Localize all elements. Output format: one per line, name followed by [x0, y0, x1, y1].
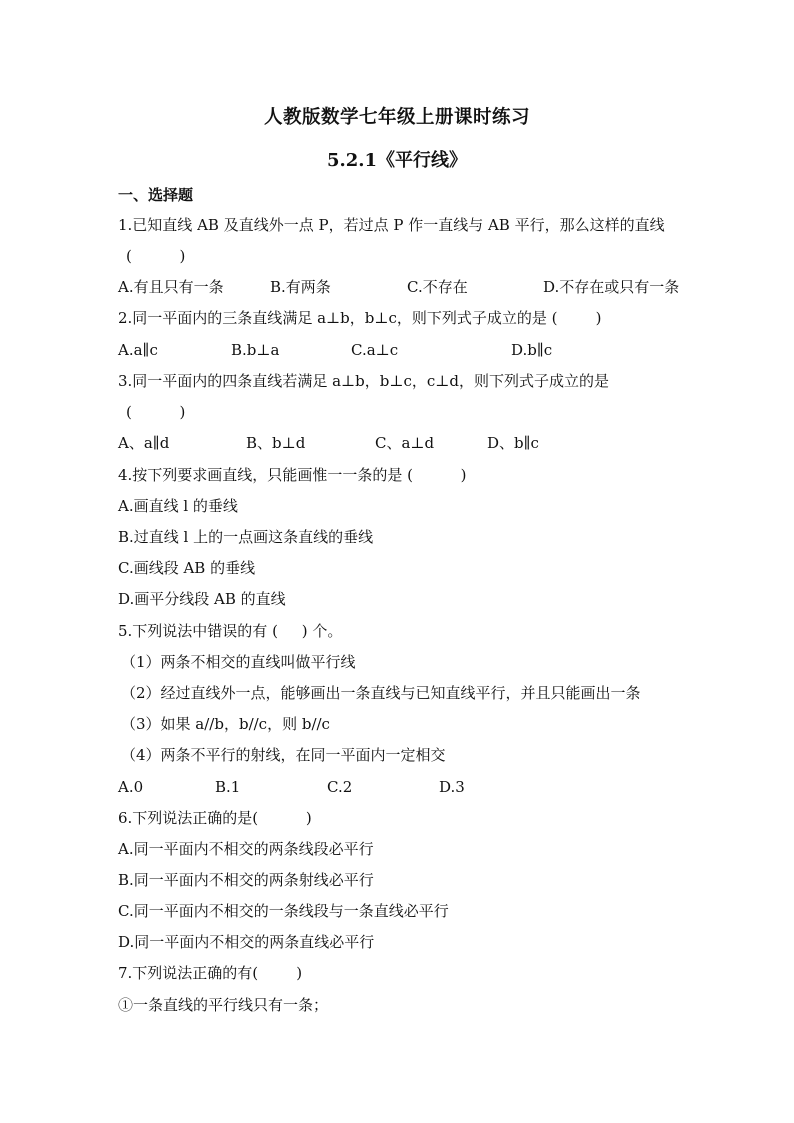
option-a: A.a∥c [118, 341, 158, 359]
option-a: A.0 [118, 778, 144, 796]
option-b: B.b⊥a [231, 341, 280, 359]
question-6-option-c: C.同一平面内不相交的一条线段与一条直线必平行 [118, 902, 449, 920]
question-7-stem: 7.下列说法正确的有( ) [118, 964, 303, 982]
question-6-option-d: D.同一平面内不相交的两条直线必平行 [118, 933, 375, 951]
question-4-option-d: D.画平分线段 AB 的直线 [118, 590, 286, 608]
question-1-blank: ( ) [126, 247, 186, 265]
option-c: C.不存在 [407, 278, 468, 296]
question-5-statement-1: （1）两条不相交的直线叫做平行线 [121, 653, 356, 671]
option-c: C.a⊥c [351, 341, 399, 359]
question-4-option-c: C.画线段 AB 的垂线 [118, 559, 256, 577]
question-5-statement-2: （2）经过直线外一点，能够画出一条直线与已知直线平行，并且只能画出一条 [121, 684, 641, 702]
document-title: 人教版数学七年级上册课时练习 [263, 107, 530, 128]
option-b: B.1 [215, 778, 241, 796]
question-1-stem: 1.已知直线 AB 及直线外一点 P，若过点 P 作一直线与 AB 平行，那么这样的直线 [118, 216, 665, 234]
document-subtitle: 5.2.1《平行线》 [326, 150, 468, 171]
question-5-stem: 5.下列说法中错误的有 ( ) 个。 [118, 622, 343, 640]
option-b: B.有两条 [270, 278, 331, 296]
option-a: A、a∥d [118, 434, 170, 452]
question-5-statement-3: （3）如果 a//b，b//c，则 b//c [121, 715, 330, 733]
option-c: C、a⊥d [375, 434, 435, 452]
question-4-option-a: A.画直线 l 的垂线 [118, 497, 238, 515]
question-6-stem: 6.下列说法正确的是( ) [118, 809, 312, 827]
question-4-stem: 4.按下列要求画直线，只能画惟一一条的是 ( ) [118, 466, 467, 484]
option-d: D.3 [439, 778, 465, 796]
option-d: D、b∥c [487, 434, 539, 452]
question-2-stem: 2.同一平面内的三条直线满足 a⊥b，b⊥c，则下列式子成立的是 ( ) [118, 309, 602, 327]
question-3-stem: 3.同一平面内的四条直线若满足 a⊥b，b⊥c，c⊥d，则下列式子成立的是 [118, 372, 609, 390]
question-6-option-a: A.同一平面内不相交的两条线段必平行 [118, 840, 374, 858]
option-c: C.2 [327, 778, 353, 796]
question-3-blank: ( ) [126, 403, 186, 421]
option-d: D.不存在或只有一条 [543, 278, 680, 296]
option-a: A.有且只有一条 [118, 278, 224, 296]
question-4-option-b: B.过直线 l 上的一点画这条直线的垂线 [118, 528, 374, 546]
option-b: B、b⊥d [246, 434, 306, 452]
question-6-option-b: B.同一平面内不相交的两条射线必平行 [118, 871, 374, 889]
section-heading: 一、选择题 [118, 186, 194, 204]
question-5-statement-4: （4）两条不平行的射线，在同一平面内一定相交 [121, 746, 446, 764]
option-d: D.b∥c [511, 341, 553, 359]
question-7-statement-1: ①一条直线的平行线只有一条； [118, 996, 329, 1014]
